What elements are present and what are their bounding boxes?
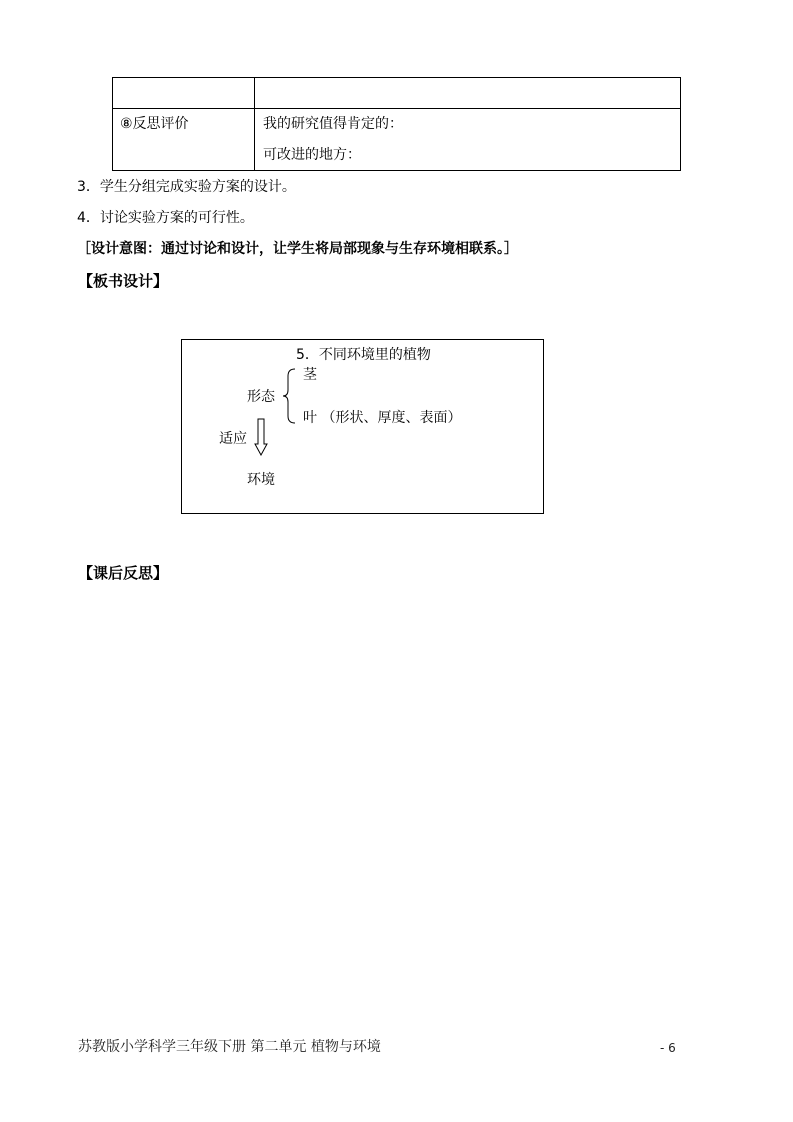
page-number: - 6 bbox=[660, 1041, 676, 1055]
board-form: 形态 bbox=[247, 389, 275, 405]
board-adapt: 适应 bbox=[219, 431, 247, 447]
board-design-box bbox=[181, 339, 544, 514]
down-arrow-icon bbox=[254, 418, 268, 456]
board-title: 5．不同环境里的植物 bbox=[296, 347, 431, 363]
step-3: 3．学生分组完成实验方案的设计。 bbox=[77, 179, 296, 195]
table-cell-line1: 我的研究值得肯定的： bbox=[263, 116, 403, 132]
step-4: 4．讨论实验方案的可行性。 bbox=[77, 210, 254, 226]
table-cell-line2: 可改进的地方： bbox=[263, 147, 361, 163]
table-row-divider bbox=[113, 108, 680, 109]
design-intent: ［设计意图：通过讨论和设计，让学生将局部现象与生存环境相联系。］ bbox=[77, 241, 518, 257]
brace-icon bbox=[282, 368, 298, 424]
reflection-heading: 【课后反思】 bbox=[78, 564, 169, 582]
board-leaf: 叶 （形状、厚度、表面） bbox=[303, 410, 462, 426]
table-row-label: ⑧反思评价 bbox=[120, 116, 189, 132]
footer-title: 苏教版小学科学三年级下册 第二单元 植物与环境 bbox=[78, 1039, 381, 1055]
table-column-divider bbox=[254, 78, 255, 170]
board-design-heading: 【板书设计】 bbox=[78, 272, 169, 290]
board-environment: 环境 bbox=[247, 472, 275, 488]
board-stem: 茎 bbox=[303, 367, 317, 383]
evaluation-table bbox=[112, 77, 681, 171]
